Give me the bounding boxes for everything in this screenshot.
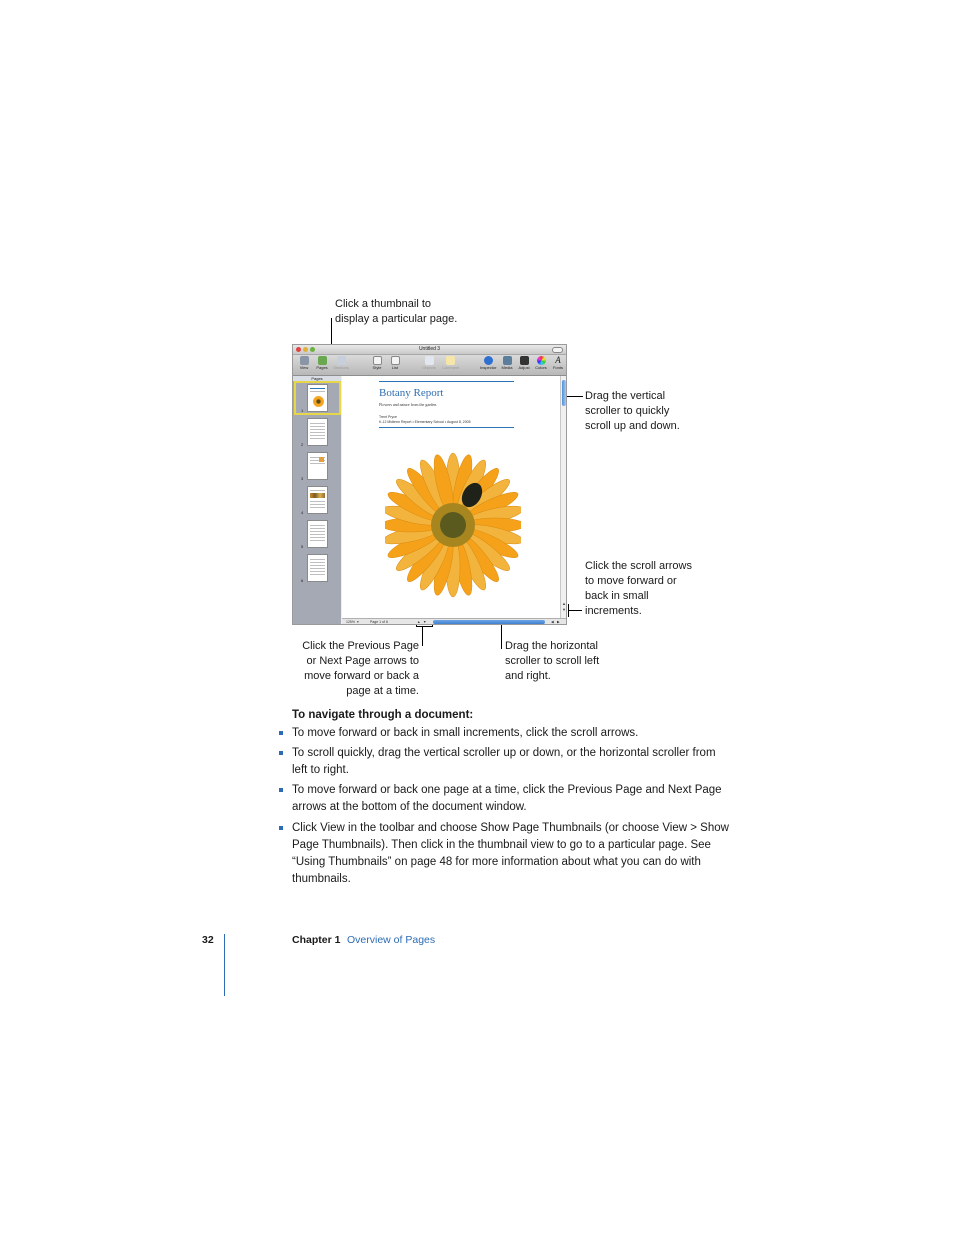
callout-line: display a particular page. <box>335 313 458 325</box>
callout-horizontal-scroller <box>505 639 599 684</box>
callout-line: move forward or back a <box>304 670 419 682</box>
bullet-square-icon <box>279 826 283 830</box>
bullet-square-icon <box>279 751 283 755</box>
leader-line <box>568 610 582 611</box>
paragraph-icon <box>373 356 382 365</box>
title-rule-bottom <box>379 427 514 428</box>
sections-icon <box>337 356 346 365</box>
page-thumbnail[interactable] <box>307 384 328 412</box>
comment-label: Comment <box>442 365 460 370</box>
bullet-square-icon <box>279 731 283 735</box>
pages-label: Pages <box>316 365 328 370</box>
sidebar-header: Pages <box>293 376 341 381</box>
inspector-label: Inspector <box>480 365 497 370</box>
page-thumbnail[interactable] <box>307 452 328 480</box>
callout-line: or Next Page arrows to <box>306 655 419 667</box>
bullet-text <box>292 725 638 742</box>
callout-line: increments. <box>585 605 642 617</box>
callout-page-arrows <box>290 639 419 699</box>
toolbar <box>293 355 566 376</box>
callout-vertical-scroller <box>585 389 680 434</box>
leader-line <box>501 622 502 649</box>
bullet-line: arrows at the bottom of the document window. <box>292 801 527 813</box>
bullet-line: “Using Thumbnails” on page 48 for more information about what you can do with <box>292 856 701 868</box>
leader-line <box>422 626 423 646</box>
style-label: Style <box>372 365 382 370</box>
page-thumbnail[interactable] <box>307 520 328 548</box>
fonts-label: Fonts <box>552 365 563 370</box>
objects-button[interactable] <box>421 356 437 371</box>
status-bar <box>342 618 567 625</box>
bullet-square-icon <box>279 788 283 792</box>
media-icon <box>503 356 512 365</box>
comment-button[interactable] <box>442 356 458 371</box>
page-thumbnail[interactable] <box>307 418 328 446</box>
objects-icon <box>425 356 434 365</box>
bullet-line: thumbnails. <box>292 873 351 885</box>
bullet-text <box>292 820 729 888</box>
callout-line: Click the Previous Page <box>302 640 419 652</box>
pages-button[interactable] <box>314 356 330 371</box>
bullet-line: left to right. <box>292 764 349 776</box>
pages-icon <box>318 356 327 365</box>
list-label: List <box>391 365 399 370</box>
vertical-scrollbar[interactable] <box>560 376 567 618</box>
adjust-icon <box>520 356 529 365</box>
page-indicator: Page 1 of 6 <box>370 620 388 624</box>
title-bar <box>293 345 566 355</box>
flower-image <box>385 451 521 599</box>
objects-label: Objects <box>422 365 436 370</box>
callout-line: back in small <box>585 590 649 602</box>
vertical-scroller[interactable] <box>562 380 566 406</box>
zoom-level[interactable]: 125% <box>346 620 355 624</box>
page-thumbnail[interactable] <box>307 554 328 582</box>
zoom-chevron-icon: ▾ <box>357 620 359 624</box>
bullet-line: Click View in the toolbar and choose Show Page Thumbnails (or choose View > Show <box>292 822 729 834</box>
page-number: 4 <box>301 510 304 515</box>
style-button[interactable] <box>369 356 385 371</box>
callout-line: scroll up and down. <box>585 420 680 432</box>
fonts-button[interactable] <box>550 356 566 371</box>
pages-window-screenshot <box>292 344 567 625</box>
scroll-up-arrow[interactable]: ▲ <box>562 601 566 606</box>
page-number-footer: 32 <box>202 934 214 946</box>
callout-thumbnail <box>335 297 457 327</box>
footer-divider <box>224 934 225 996</box>
scroll-left-arrow[interactable]: ◀ <box>551 620 554 624</box>
bullet-line: Page Thumbnails). Then click in the thumbnail view to go to a particular page. See <box>292 839 711 851</box>
document-title: Botany Report <box>379 387 444 399</box>
bullet-text <box>292 745 716 779</box>
callout-line: Drag the vertical <box>585 390 666 402</box>
page-thumbnail-sidebar <box>293 376 341 625</box>
thumbnail-image <box>319 457 324 462</box>
section-heading: To navigate through a document: <box>292 709 474 721</box>
view-icon <box>300 356 309 365</box>
leader-line <box>566 396 583 397</box>
page-number: 1 <box>301 408 304 413</box>
bullet-line: To scroll quickly, drag the vertical scroller up or down, or the horizontal scroller from <box>292 747 716 759</box>
thumbnail-image <box>310 493 325 498</box>
next-page-arrow[interactable]: ▼ <box>423 620 427 624</box>
colors-label: Colors <box>535 365 547 370</box>
view-label: View <box>299 365 309 370</box>
flower-thumbnail-image <box>313 396 324 407</box>
callout-line: to move forward or <box>585 575 677 587</box>
adjust-label: Adjust <box>518 365 530 370</box>
footer-chapter-title: Overview of Pages <box>347 934 436 946</box>
bullet-line: To move forward or back one page at a time, click the Previous Page and Next Page <box>292 784 722 796</box>
bullet-line: To move forward or back in small increments, click the scroll arrows. <box>292 727 639 739</box>
callout-line: Drag the horizontal <box>505 640 598 652</box>
footer-chapter: Chapter 1 <box>292 934 341 946</box>
document-subtitle: Flowers and nature from the garden. <box>379 402 438 407</box>
page-number: 5 <box>301 544 304 549</box>
callout-line: scroller to scroll left <box>505 655 600 667</box>
info-icon <box>484 356 493 365</box>
page-number: 3 <box>301 476 304 481</box>
comment-icon <box>446 356 455 365</box>
view-button[interactable] <box>296 356 312 371</box>
sections-button[interactable] <box>333 356 349 371</box>
callout-line: Click a thumbnail to <box>335 298 431 310</box>
page-number: 6 <box>301 578 304 583</box>
leader-line <box>416 626 433 627</box>
flower-disc <box>440 512 466 538</box>
callout-line: page at a time. <box>346 685 419 697</box>
colors-button[interactable] <box>533 356 549 371</box>
fonts-icon: A <box>555 355 561 365</box>
page-thumbnail[interactable] <box>307 486 328 514</box>
bullet-text <box>292 782 722 816</box>
document-author: Trent Pryce <box>379 415 397 419</box>
inspector-button[interactable] <box>480 356 496 371</box>
document-meta <box>379 415 471 425</box>
horizontal-scroller[interactable] <box>433 620 545 624</box>
callout-line: and right. <box>505 670 551 682</box>
callout-line: scroller to quickly <box>585 405 670 417</box>
callout-line: Click the scroll arrows <box>585 560 692 572</box>
title-rule-top <box>379 381 514 382</box>
scroll-right-arrow[interactable]: ▶ <box>557 620 560 624</box>
media-label: Media <box>501 365 513 370</box>
page-number: 2 <box>301 442 304 447</box>
list-button[interactable] <box>387 356 403 371</box>
scroll-down-arrow[interactable]: ▼ <box>562 607 566 612</box>
toolbar-toggle-button[interactable] <box>552 347 563 353</box>
adjust-button[interactable] <box>516 356 532 371</box>
color-wheel-icon <box>537 356 546 365</box>
previous-page-arrow[interactable]: ▲ <box>417 620 421 624</box>
callout-scroll-arrows <box>585 559 692 619</box>
sections-label: Sections <box>333 365 349 370</box>
list-icon <box>391 356 400 365</box>
window-title: Untitled 3 <box>418 346 441 352</box>
media-button[interactable] <box>499 356 515 371</box>
document-details: K-12 Midterm Report • Elementary School • August 8, 2005 <box>379 420 471 424</box>
